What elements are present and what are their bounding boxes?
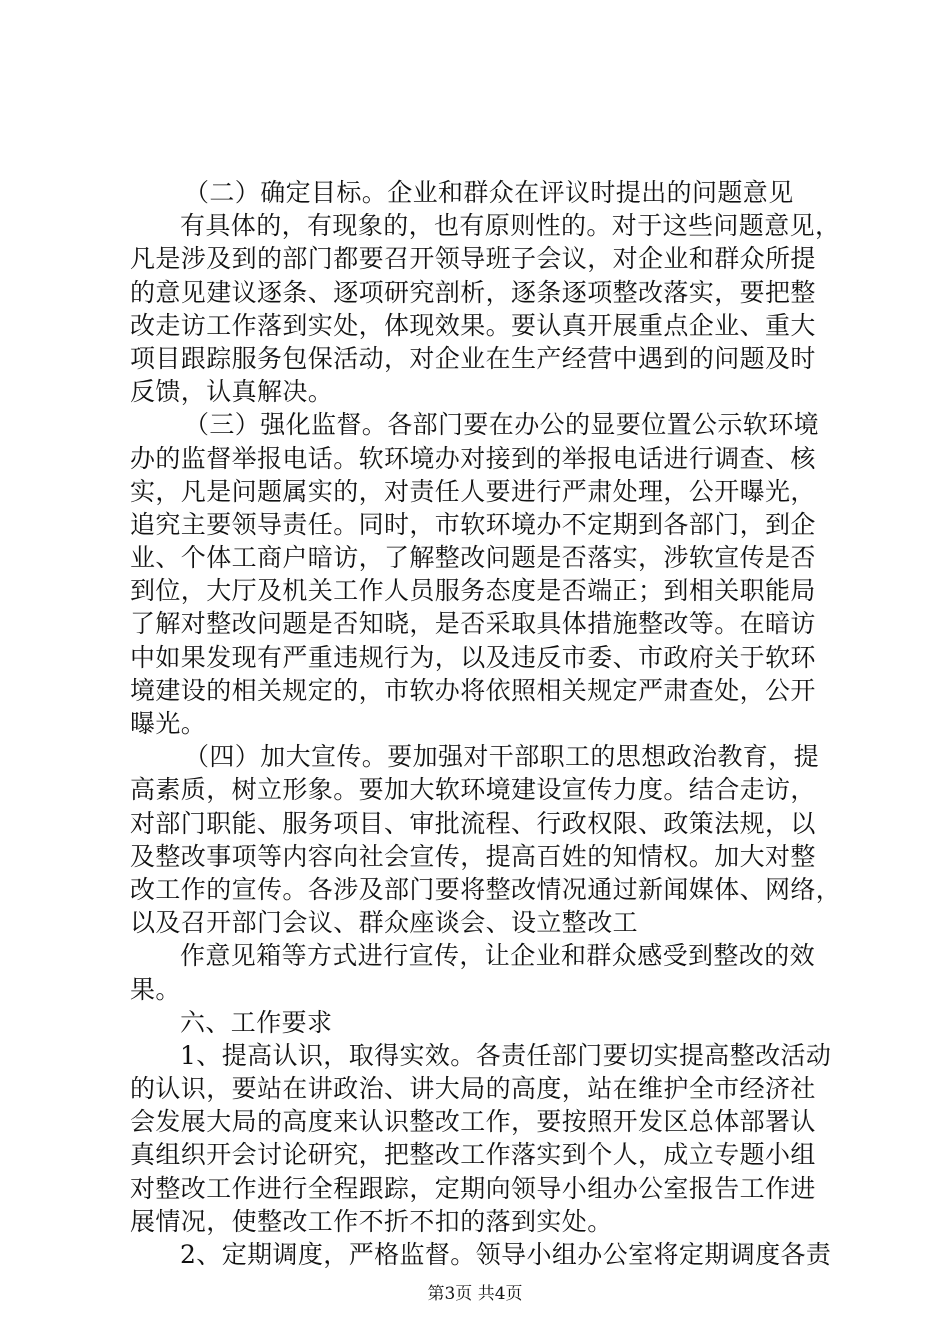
text-line: 中如果发现有严重违规行为，以及违反市委、市政府关于软环	[130, 642, 816, 672]
section-heading: 六、工作要求	[180, 1007, 333, 1037]
text-line: 果。	[130, 974, 181, 1004]
text-line: 高素质，树立形象。要加大软环境建设宣传力度。结合走访，	[130, 775, 816, 805]
text-line: 1、提高认识，取得实效。各责任部门要切实提高整改活动	[180, 1040, 832, 1070]
document-body	[130, 176, 842, 1271]
text-line: 改走访工作落到实处，体现效果。要认真开展重点企业、重大	[130, 310, 816, 340]
text-line: 以及召开部门会议、群众座谈会、设立整改工	[130, 908, 639, 938]
text-line: 真组织开会讨论研究，把整改工作落实到个人，成立专题小组	[130, 1140, 816, 1170]
page-number-footer: 第3页 共4页	[427, 1284, 523, 1304]
text-line: 反馈，认真解决。	[130, 377, 334, 407]
text-line: 项目跟踪服务包保活动，对企业在生产经营中遇到的问题及时	[130, 343, 816, 373]
text-line: 了解对整改问题是否知晓，是否采取具体措施整改等。在暗访	[130, 609, 816, 639]
text-line: 2、定期调度，严格监督。领导小组办公室将定期调度各责	[180, 1240, 832, 1269]
text-line: 追究主要领导责任。同时，市软环境办不定期到各部门，到企	[130, 509, 816, 539]
text-line: 的意见建议逐条、逐项研究剖析，逐条逐项整改落实，要把整	[130, 277, 816, 307]
text-line: 改工作的宣传。各涉及部门要将整改情况通过新闻媒体、网络，	[130, 874, 842, 904]
text-line: 对部门职能、服务项目、审批流程、行政权限、政策法规，以	[130, 808, 816, 838]
text-line: 曝光。	[130, 709, 207, 738]
text-line: 实，凡是问题属实的，对责任人要进行严肃处理，公开曝光，	[130, 476, 816, 506]
text-line: 作意见箱等方式进行宣传，让企业和群众感受到整改的效	[180, 941, 816, 971]
text-line: 境建设的相关规定的，市软办将依照相关规定严肃查处，公开	[130, 675, 816, 705]
text-line: 及整改事项等内容向社会宣传，提高百姓的知情权。加大对整	[130, 841, 816, 871]
text-line: 业、个体工商户暗访，了解整改问题是否落实，涉软宣传是否	[130, 543, 816, 573]
text-line: 会发展大局的高度来认识整改工作，要按照开发区总体部署认	[130, 1107, 816, 1137]
text-line: 的认识，要站在讲政治、讲大局的高度，站在维护全市经济社	[130, 1074, 816, 1104]
text-line: 到位，大厅及机关工作人员服务态度是否端正；到相关职能局	[130, 576, 816, 606]
text-line: （四）加大宣传。要加强对干部职工的思想政治教育，提	[184, 742, 820, 772]
text-line: 办的监督举报电话。软环境办对接到的举报电话进行调查、核	[130, 443, 816, 473]
text-line: 展情况，使整改工作不折不扣的落到实处。	[130, 1206, 613, 1236]
text-line: （三）强化监督。各部门要在办公的显要位置公示软环境	[184, 410, 820, 440]
text-line: （二）确定目标。企业和群众在评议时提出的问题意见	[184, 178, 794, 207]
text-line: 有具体的，有现象的，也有原则性的。对于这些问题意见，	[180, 211, 841, 241]
text-line: 对整改工作进行全程跟踪，定期向领导小组办公室报告工作进	[130, 1173, 816, 1203]
text-line: 凡是涉及到的部门都要召开领导班子会议，对企业和群众所提	[130, 244, 816, 274]
